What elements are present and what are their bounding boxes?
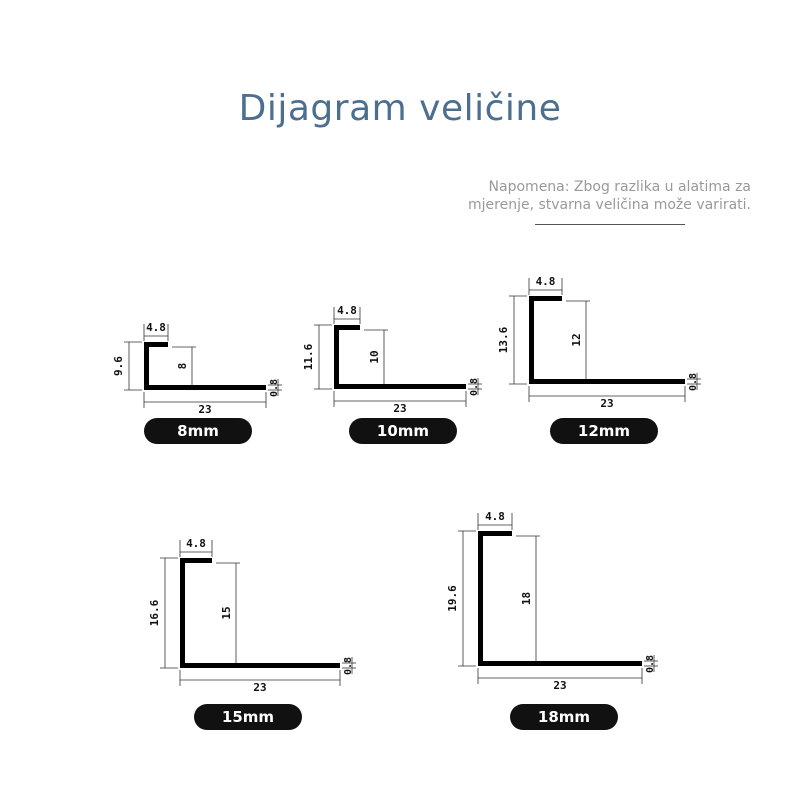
profile-shape-12mm (529, 296, 685, 384)
profile-shape-10mm (334, 325, 466, 389)
inner-dim-label: 10 (368, 350, 381, 364)
lip-dim-label: 4.8 (485, 510, 505, 523)
thickness-dim-label: 0.8 (469, 377, 480, 397)
lip-dim-label: 4.8 (337, 304, 357, 317)
height-dim-label: 11.6 (302, 343, 315, 371)
inner-dim-label: 15 (220, 606, 233, 620)
thickness-dim-label: 0.8 (269, 378, 280, 398)
lip-dim-label: 4.8 (146, 321, 166, 334)
inner-dim-label: 8 (176, 362, 189, 370)
lip-dim-label: 4.8 (535, 275, 556, 288)
height-dim-label: 13.6 (497, 326, 510, 354)
base-dim-label: 23 (198, 403, 212, 416)
height-dim-label: 9.6 (112, 356, 125, 376)
inner-dim-label: 12 (570, 333, 583, 347)
profile-shape-8mm (144, 342, 266, 390)
size-label-pill: 15mm (194, 704, 302, 730)
height-dim-label: 19.6 (446, 585, 459, 612)
thickness-dim-label: 0.8 (343, 656, 354, 676)
profile-shape-18mm (478, 531, 642, 666)
base-dim-label: 23 (553, 679, 567, 692)
note-line-2: mjerenje, stvarna veličina može varirati. (468, 197, 751, 213)
inner-dim-label: 18 (520, 591, 533, 606)
size-label-pill: 12mm (550, 418, 658, 444)
profile-shape-15mm (180, 558, 340, 668)
base-dim-label: 23 (253, 681, 267, 694)
base-dim-label: 23 (600, 397, 614, 410)
base-dim-label: 23 (393, 402, 407, 415)
lip-dim-label: 4.8 (186, 537, 206, 550)
size-label-pill: 10mm (349, 418, 457, 444)
size-label-pill: 8mm (144, 418, 252, 444)
thickness-dim-label: 0.8 (645, 654, 656, 674)
thickness-dim-label: 0.8 (688, 372, 699, 392)
page-title: Dijagram veličine (238, 88, 562, 129)
size-label-pill: 18mm (510, 704, 618, 730)
height-dim-label: 16.6 (148, 599, 161, 627)
note-line-1: Napomena: Zbog razlika u alatima za (488, 179, 751, 195)
